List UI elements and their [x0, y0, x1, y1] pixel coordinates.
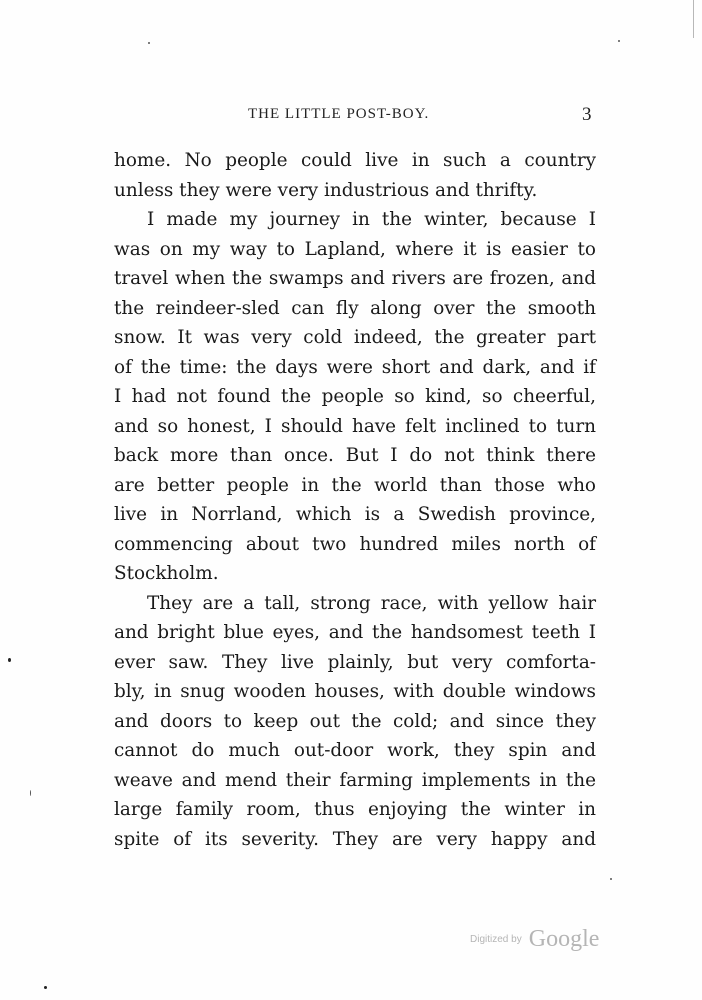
body-text	[114, 146, 596, 854]
text-line: are better people in the world than those who	[114, 474, 596, 496]
text-line: and so honest, I should have felt inclined to turn	[114, 415, 596, 437]
text-line: ever saw. They live plainly, but very comforta-	[114, 651, 596, 673]
scan-speck	[148, 42, 150, 44]
text-line: large family room, thus enjoying the winter in	[114, 799, 596, 820]
text-line: snow. It was very cold indeed, the greater part	[114, 327, 596, 348]
google-logo: Google	[528, 926, 600, 952]
scan-speck	[30, 790, 31, 796]
text-line: the reindeer-sled can fly along over the smooth	[114, 297, 596, 319]
text-line: Stockholm.	[114, 563, 219, 584]
text-line: travel when the swamps and rivers are frozen, and	[114, 268, 596, 289]
text-line: bly, in snug wooden houses, with double windows	[114, 681, 596, 702]
text-line: commencing about two hundred miles north of	[114, 533, 596, 555]
digitized-by-watermark	[470, 926, 599, 953]
text-line: live in Norrland, which is a Swedish province,	[114, 504, 596, 525]
text-line: weave and mend their farming implements in the	[114, 769, 596, 791]
text-line: was on my way to Lapland, where it is easier to	[114, 238, 596, 260]
text-line: unless they were very industrious and thrifty.	[114, 179, 538, 201]
running-title: THE LITTLE POST-BOY.	[248, 106, 430, 122]
text-line: I had not found the people so kind, so cheerful,	[114, 386, 596, 407]
text-line: spite of its severity. They are very happy and	[114, 828, 596, 850]
text-line: and bright blue eyes, and the handsomest teeth I	[114, 622, 596, 643]
text-line: They are a tall, strong race, with yellow hair	[147, 592, 596, 614]
scan-speck	[8, 658, 11, 662]
scan-speck	[610, 878, 612, 880]
page-number: 3	[582, 104, 592, 125]
scan-speck	[618, 40, 620, 42]
text-line: cannot do much out-door work, they spin and	[114, 740, 596, 761]
watermark-prefix: Digitized by	[470, 934, 522, 945]
text-line: back more than once. But I do not think there	[114, 445, 596, 466]
text-line: and doors to keep out the cold; and since they	[114, 710, 596, 732]
text-line: I made my journey in the winter, because I	[147, 209, 596, 230]
text-line: home. No people could live in such a country	[114, 150, 596, 171]
scan-speck	[44, 986, 47, 989]
text-line: of the time: the days were short and dark, and if	[114, 356, 596, 378]
scan-edge-line	[693, 0, 694, 38]
